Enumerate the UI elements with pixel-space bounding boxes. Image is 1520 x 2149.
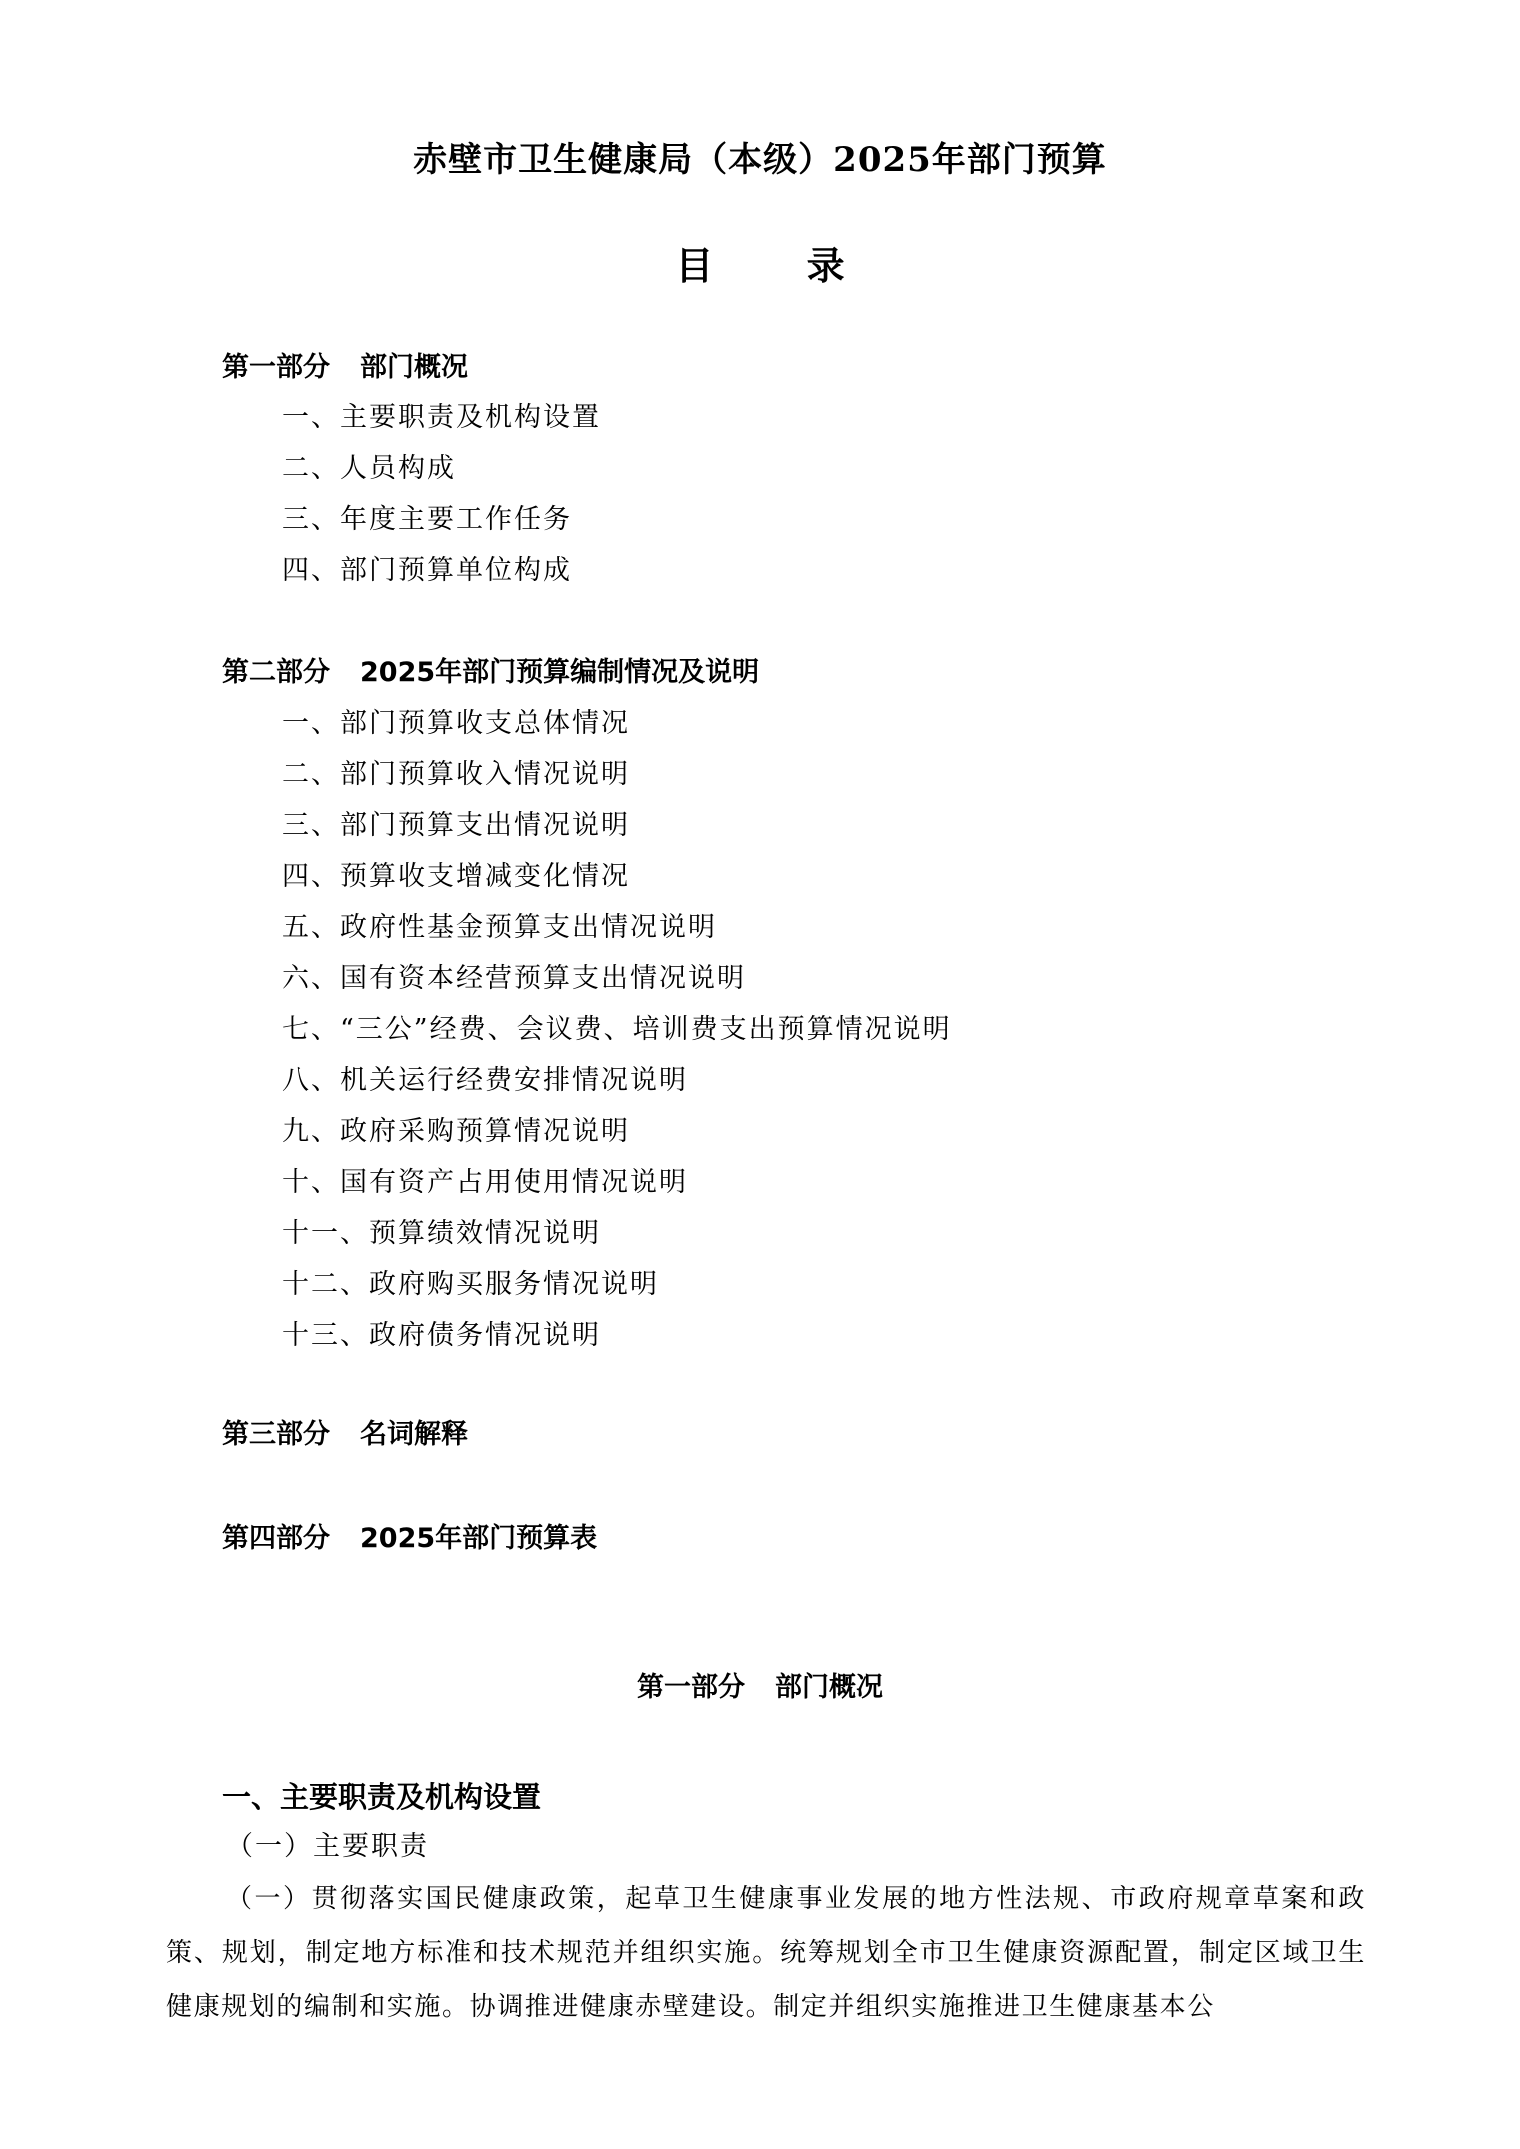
toc-item: 二、人员构成 — [282, 453, 456, 484]
toc-item: 十一、预算绩效情况说明 — [282, 1218, 601, 1249]
section-heading: 一、主要职责及机构设置 — [222, 1780, 542, 1814]
document-title: 赤壁市卫生健康局（本级）2025年部门预算 — [413, 140, 1107, 180]
toc-title: 目 录 — [675, 243, 885, 288]
toc-item: 六、国有资本经营预算支出情况说明 — [282, 963, 746, 994]
toc-part-4 — [222, 1519, 597, 1559]
toc-part-2 — [222, 653, 759, 693]
toc-item: 三、年度主要工作任务 — [282, 504, 572, 535]
toc-item: 三、部门预算支出情况说明 — [282, 810, 630, 841]
section-number: 第一部分 — [637, 1672, 745, 1703]
toc-part-3 — [222, 1415, 468, 1455]
toc-item: 二、部门预算收入情况说明 — [282, 759, 630, 790]
toc-item: 一、部门预算收支总体情况 — [282, 708, 630, 739]
section-title — [0, 1668, 1520, 1708]
toc-part-number: 第二部分 — [222, 657, 330, 688]
toc-item: 四、预算收支增减变化情况 — [282, 861, 630, 892]
toc-item: 七、“三公”经费、会议费、培训费支出预算情况说明 — [282, 1014, 952, 1045]
toc-part-number: 第三部分 — [222, 1419, 330, 1450]
toc-part-name: 2025年部门预算编制情况及说明 — [360, 657, 760, 688]
toc-item: 八、机关运行经费安排情况说明 — [282, 1065, 688, 1096]
toc-item: 五、政府性基金预算支出情况说明 — [282, 912, 717, 943]
toc-part-name: 2025年部门预算表 — [360, 1523, 598, 1554]
toc-item: 九、政府采购预算情况说明 — [282, 1116, 630, 1147]
toc-item: 四、部门预算单位构成 — [282, 555, 572, 586]
toc-item: 一、主要职责及机构设置 — [282, 402, 601, 433]
toc-item: 十、国有资产占用使用情况说明 — [282, 1167, 688, 1198]
toc-part-number: 第四部分 — [222, 1523, 330, 1554]
toc-part-1 — [222, 348, 468, 388]
section-name: 部门概况 — [775, 1672, 883, 1703]
toc-item: 十三、政府债务情况说明 — [282, 1320, 601, 1351]
toc-part-name: 名词解释 — [360, 1419, 468, 1450]
body-paragraph: （一）贯彻落实国民健康政策，起草卫生健康事业发展的地方性法规、市政府规章草案和政策、规划，制定地方标准和技术规范并组织实施。统筹规划全市卫生健康资源配置，制定区域卫生健康规划的编制和实施。协调推进健康赤壁建设。制定并组织实施推进卫生健康基本公 — [166, 1884, 1366, 2022]
toc-part-number: 第一部分 — [222, 352, 330, 383]
toc-item: 十二、政府购买服务情况说明 — [282, 1269, 659, 1300]
section-subheading: （一）主要职责 — [226, 1831, 429, 1862]
toc-part-name: 部门概况 — [360, 352, 468, 383]
